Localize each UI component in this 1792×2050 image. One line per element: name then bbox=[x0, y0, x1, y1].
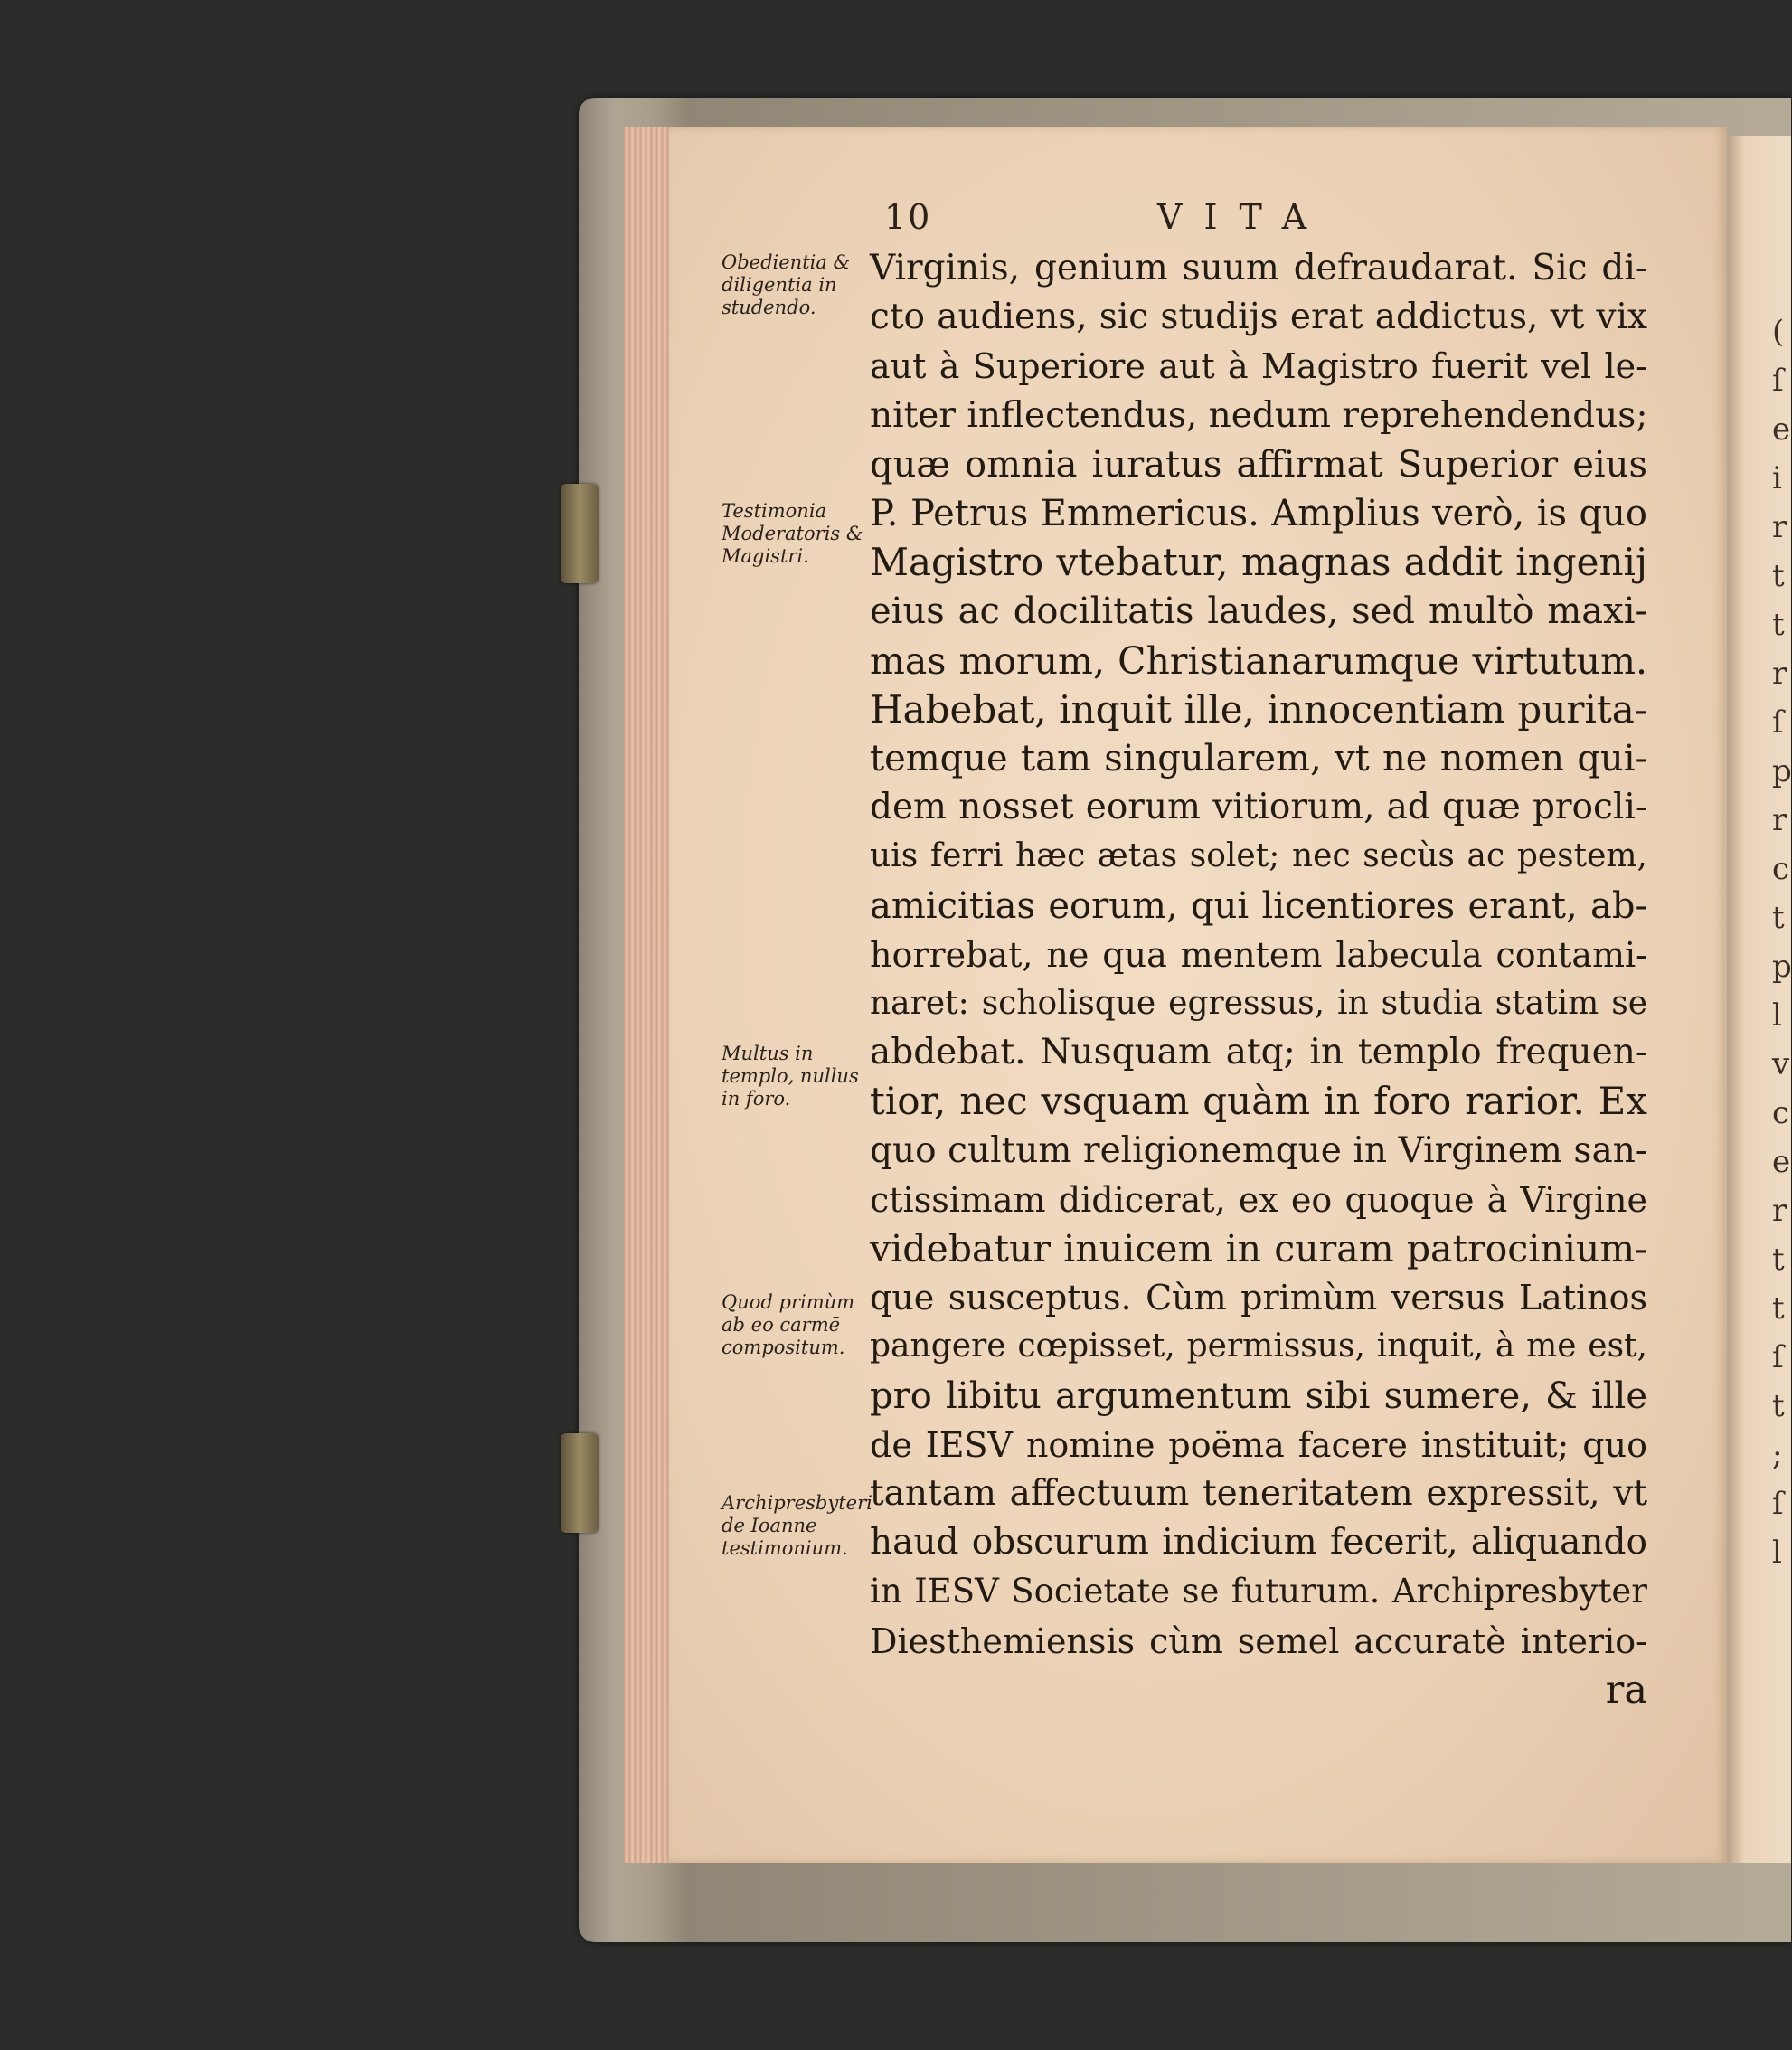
page-number: 10 bbox=[884, 197, 932, 237]
margin-note: Obedientia & diligentia in studendo. bbox=[722, 251, 851, 318]
text-line: cto audiens, sic studijs erat addictus, vt vix bbox=[870, 297, 1647, 338]
text-line: que susceptus. Cùm primùm versus Latinos bbox=[870, 1278, 1647, 1318]
text-line: uis ferri hæc ætas solet; nec secùs ac pestem, bbox=[870, 837, 1647, 875]
text-line: P. Petrus Emmericus. Amplius verò, is quo bbox=[870, 493, 1647, 535]
catchword: ra bbox=[1605, 1667, 1647, 1713]
text-line: pro libitu argumentum sibi sumere, & ille bbox=[870, 1375, 1647, 1417]
text-line: Diesthemiensis cùm semel accuratè interio- bbox=[870, 1620, 1647, 1661]
text-line: horrebat, ne qua mentem labecula contami- bbox=[870, 934, 1647, 975]
text-line: Magistro vtebatur, magnas addit ingenij bbox=[870, 540, 1647, 585]
text-line: eius ac docilitatis laudes, sed multò maxi- bbox=[870, 590, 1647, 633]
text-line: de IESV nomine poëma facere instituit; quo bbox=[870, 1424, 1647, 1465]
text-line: naret: scholisque egressus, in studia statim se bbox=[870, 985, 1647, 1023]
text-line: haud obscurum indicium fecerit, aliquando bbox=[870, 1522, 1647, 1563]
text-line: dem nosset eorum vitiorum, ad quæ procli- bbox=[870, 787, 1647, 828]
margin-note: Testimonia Moderatoris & Magistri. bbox=[722, 500, 863, 567]
text-line: mas morum, Christianarumque virtutum. bbox=[870, 638, 1647, 683]
text-line: Virginis, genium suum defraudarat. Sic di- bbox=[870, 248, 1647, 288]
text-line: quæ omnia iuratus affirmat Superior eius bbox=[870, 443, 1647, 486]
clasp-bottom bbox=[561, 1433, 599, 1533]
text-line: abdebat. Nusquam atq; in templo frequen- bbox=[870, 1032, 1647, 1073]
text-line: temque tam singularem, vt ne nomen qui- bbox=[870, 738, 1647, 780]
text-line: tior, nec vsquam quàm in foro rarior. Ex bbox=[870, 1079, 1647, 1124]
margin-note: Multus in templo, nullus in foro. bbox=[722, 1043, 859, 1110]
text-line: quo cultum religionemque in Virginem san- bbox=[870, 1129, 1647, 1171]
facing-page-bleed-text: ( ſ e i r t t r ſ p r c t p l v c e r t t ſ t ; ſ l bbox=[1772, 314, 1792, 1571]
facing-page-edge bbox=[1729, 136, 1791, 1863]
text-line: niter inflectendus, nedum reprehendendus; bbox=[870, 394, 1648, 436]
text-line: videbatur inuicem in curam patrocinium- bbox=[870, 1227, 1647, 1271]
text-line: amicitias eorum, qui licentiores erant, ab- bbox=[870, 884, 1647, 927]
text-line: aut à Superiore aut à Magistro fuerit vel le- bbox=[870, 346, 1647, 387]
margin-note: Archipresbyteri de Ioanne testimonium. bbox=[722, 1492, 872, 1559]
text-line: in IESV Societate se futurum. Archipresbyter bbox=[870, 1572, 1647, 1611]
clasp-top bbox=[561, 484, 599, 583]
running-title: VITA bbox=[1157, 197, 1329, 237]
margin-note: Quod primùm ab eo carmē compositum. bbox=[722, 1291, 855, 1358]
text-line: pangere cœpisset, permissus, inquit, à me est, bbox=[870, 1327, 1647, 1365]
text-line: ctissimam didicerat, ex eo quoque à Virgine bbox=[870, 1179, 1647, 1220]
text-line: tantam affectuum teneritatem expressit, vt bbox=[870, 1473, 1647, 1515]
text-line: Habebat, inquit ille, innocentiam purita- bbox=[870, 686, 1647, 732]
body-text bbox=[870, 244, 1647, 1715]
